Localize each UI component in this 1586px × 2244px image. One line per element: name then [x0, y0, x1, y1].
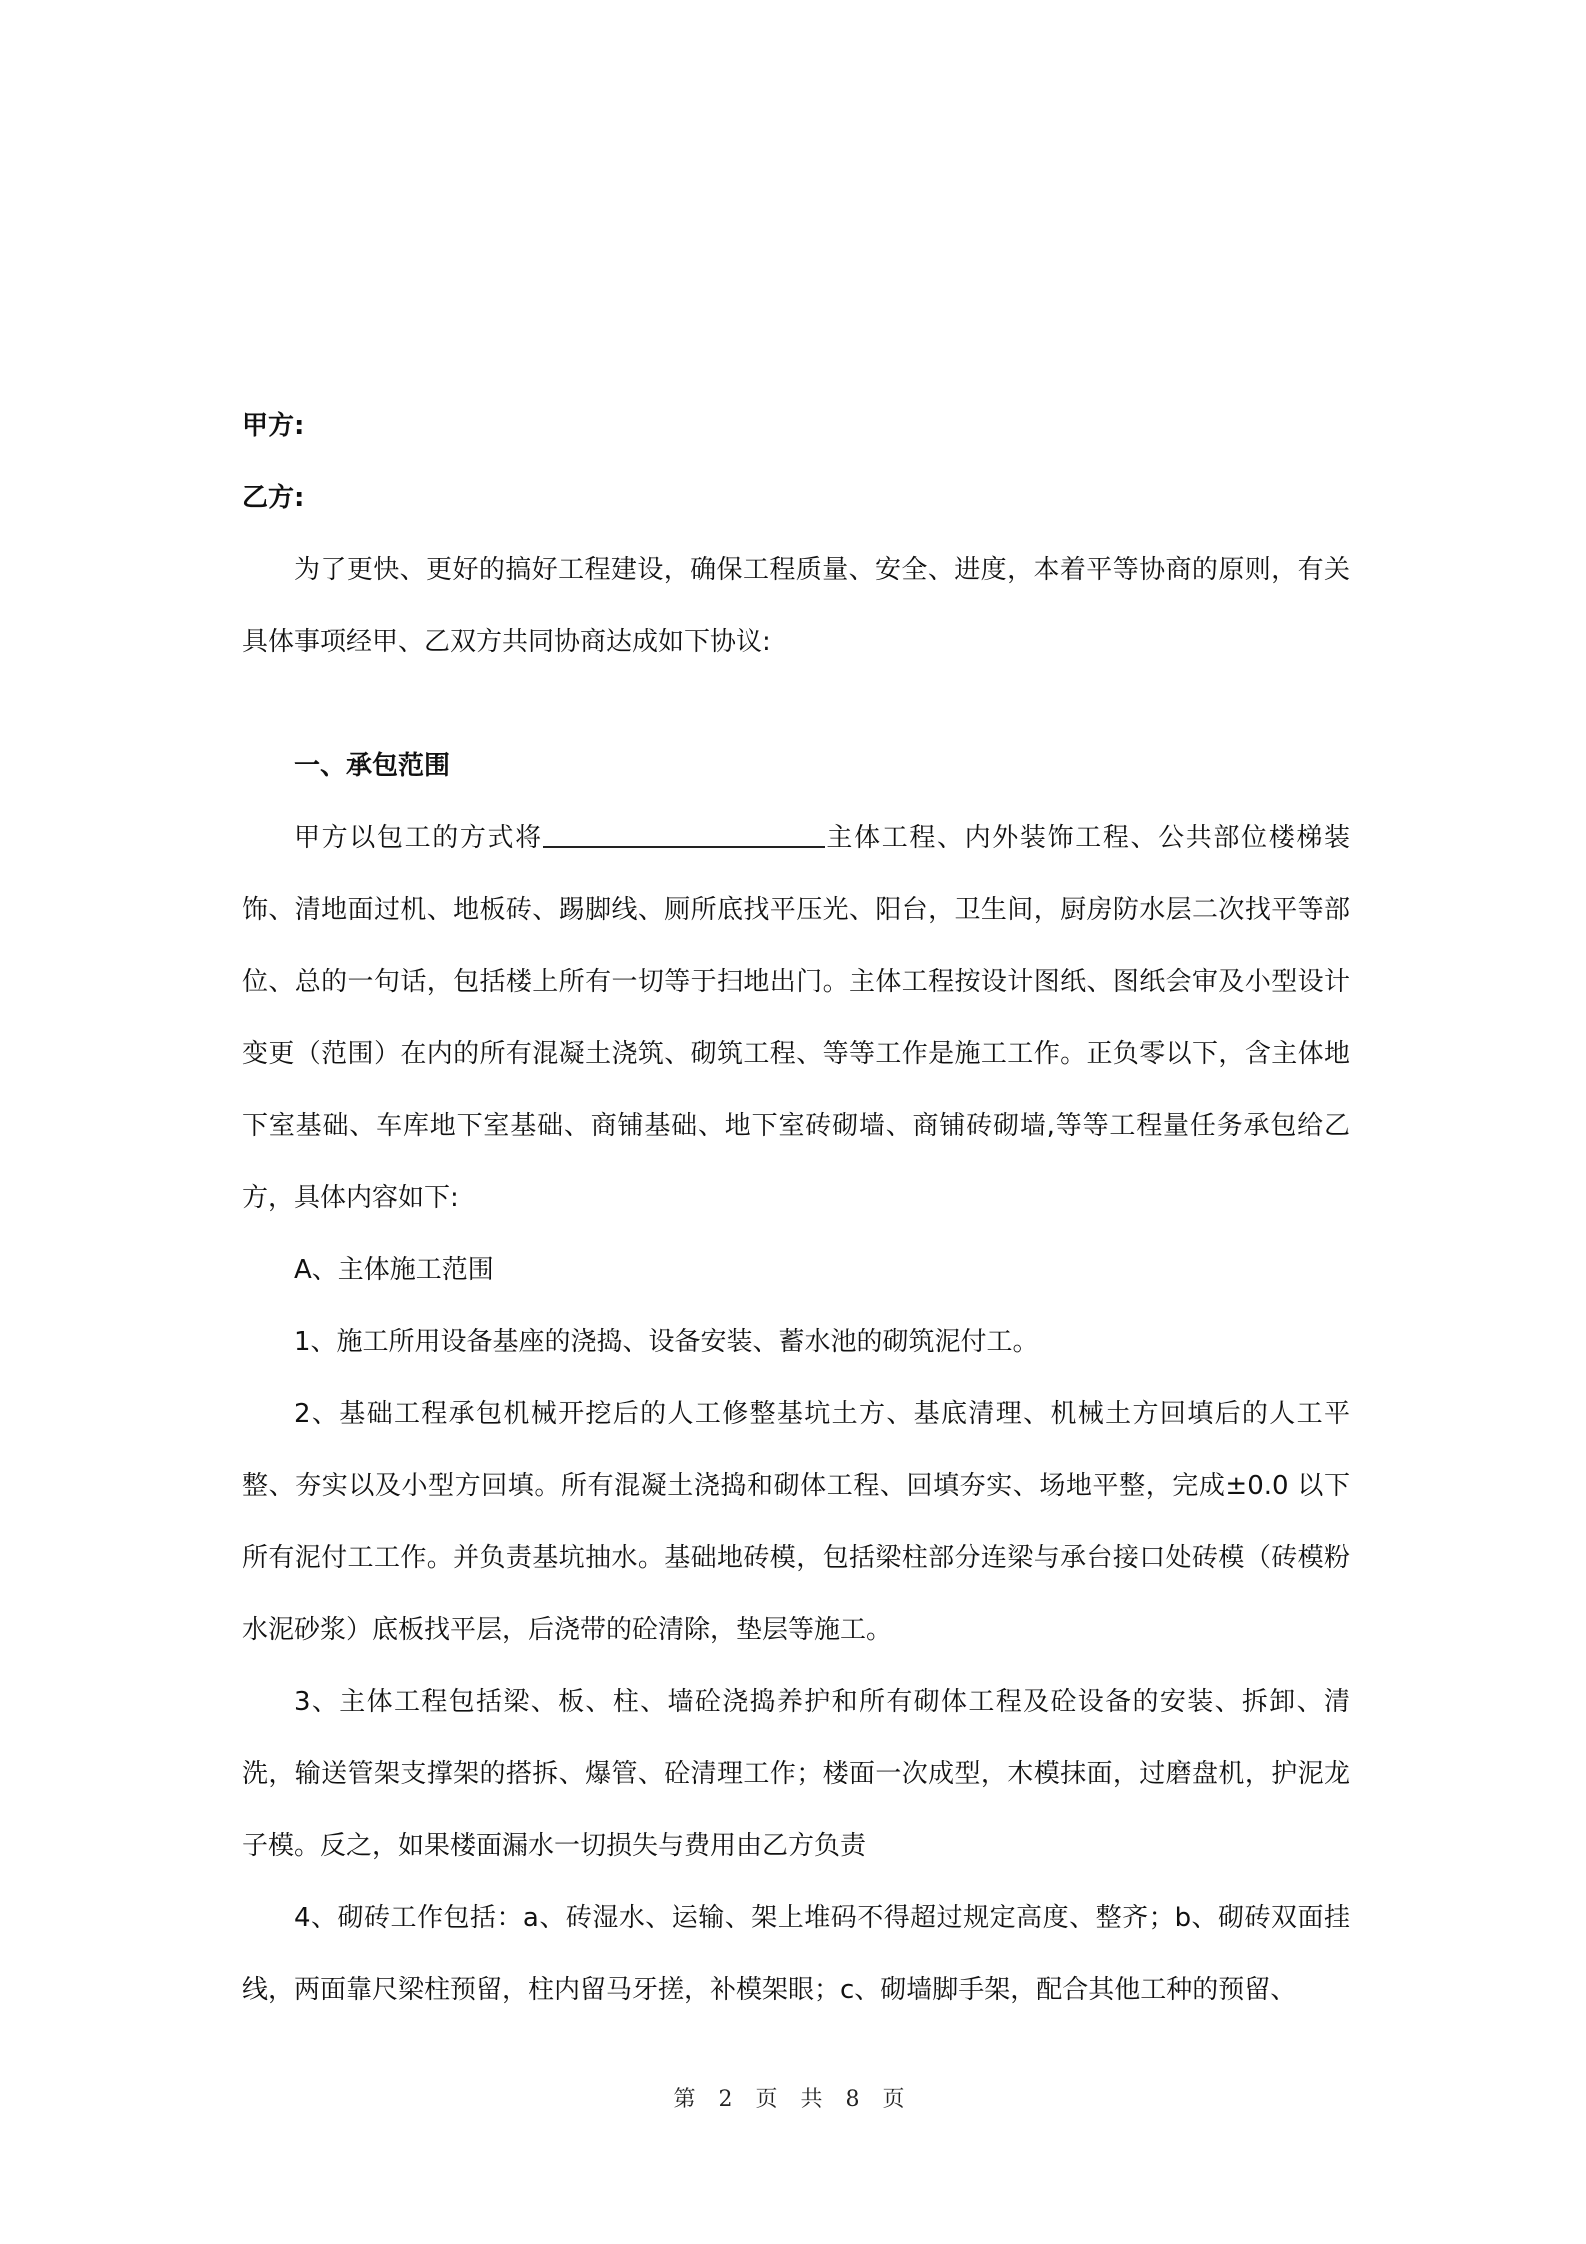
section-spacer — [242, 678, 1350, 730]
scope-paragraph — [242, 802, 1350, 1234]
scope-item-1: 1、施工所用设备基座的浇捣、设备安装、蓄水池的砌筑泥付工。 — [294, 1327, 1039, 1357]
intro-paragraph: 为了更快、更好的搞好工程建设，确保工程质量、安全、进度，本着平等协商的原则，有关具体事项经甲、乙双方共同协商达成如下协议: — [242, 555, 1350, 657]
party-a-label: 甲方: — [242, 411, 305, 441]
scope-suffix: 主体工程、内外装饰工程、公共部位楼梯装饰、清地面过机、地板砖、踢脚线、厕所底找平压光、阳台，卫生间，厨房防水层二次找平等部位、总的一句话，包括楼上所有一切等于扫地出门。主体工程按设计图纸、图纸会审及小型设计变更（范围）在内的所有混凝土浇筑、砌筑工程、等等工作是施工工作。正负零以下，含主体地下室基础、车库地下室基础、商铺基础、地下室砖砌墙、商铺砖砌墙,等等工程量任务承包给乙方，具体内容如下: — [242, 823, 1350, 1213]
section-heading-scope: 一、承包范围 — [294, 751, 451, 781]
document-body — [242, 390, 1350, 2026]
subsection-heading-main: A、主体施工范围 — [294, 1255, 494, 1285]
fill-in-blank — [543, 818, 825, 848]
scope-item-2: 2、基础工程承包机械开挖后的人工修整基坑土方、基底清理、机械土方回填后的人工平整、夯实以及小型方回填。所有混凝土浇捣和砌体工程、回填夯实、场地平整，完成±0.0 以下所有泥付工工作。并负责基坑抽水。基础地砖模，包括梁柱部分连梁与承台接口处砖模（砖模粉水泥砂浆）底板找平层，后浇带的砼清除，垫层等施工。 — [242, 1399, 1350, 1645]
page-number: 第 2 页 共 8 页 — [673, 2087, 913, 2112]
party-b-label: 乙方: — [242, 483, 305, 513]
scope-item-4: 4、砌砖工作包括：a、砖湿水、运输、架上堆码不得超过规定高度、整齐；b、砌砖双面挂线，两面靠尺梁柱预留，柱内留马牙搓，补模架眼；c、砌墙脚手架，配合其他工种的预留、 — [242, 1903, 1350, 2005]
scope-item-3: 3、主体工程包括梁、板、柱、墙砼浇捣养护和所有砌体工程及砼设备的安装、拆卸、清洗，输送管架支撑架的搭拆、爆管、砼清理工作；楼面一次成型，木模抹面，过磨盘机，护泥龙子模。反之，如果楼面漏水一切损失与费用由乙方负责 — [242, 1687, 1350, 1861]
scope-prefix: 甲方以包工的方式将 — [294, 823, 543, 853]
